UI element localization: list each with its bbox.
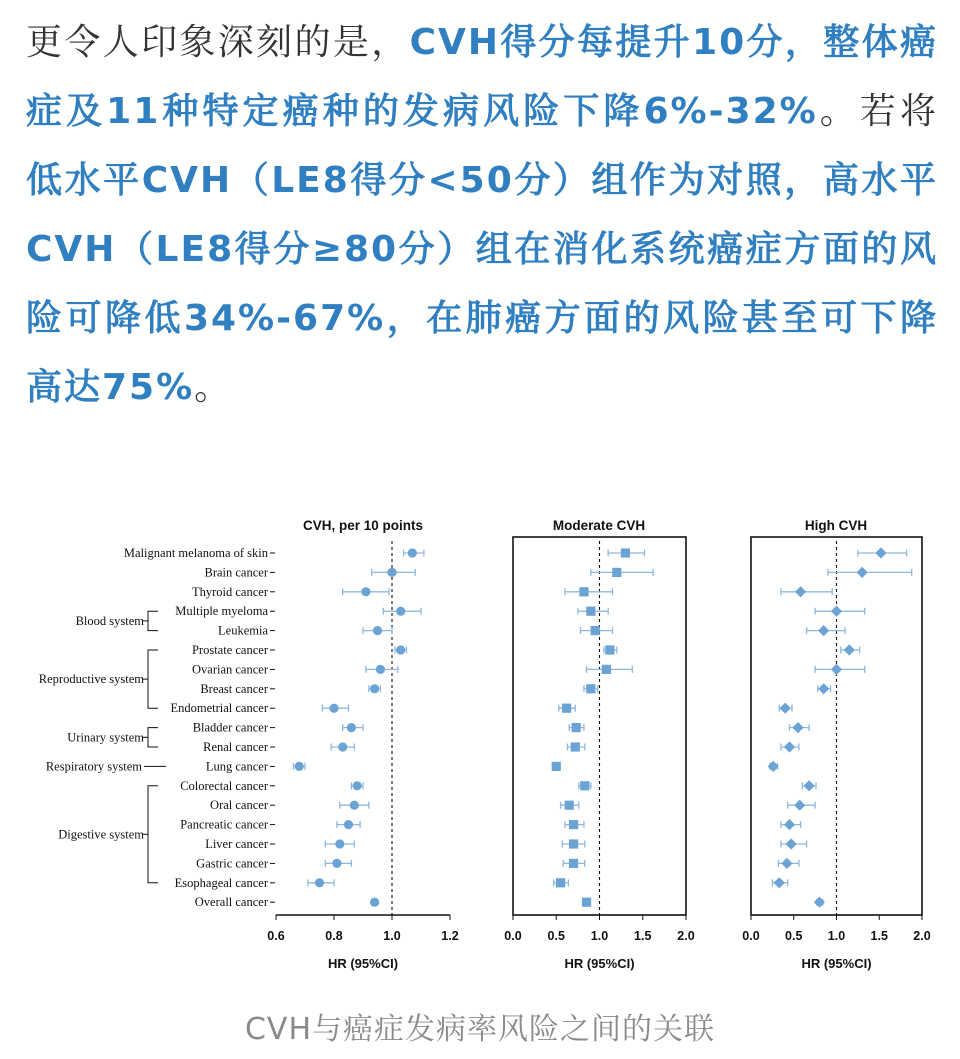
hr-point bbox=[569, 859, 578, 868]
hr-point bbox=[370, 684, 379, 693]
group-label: Blood system bbox=[75, 613, 144, 628]
group-label: Urinary system bbox=[67, 730, 144, 745]
category-label: Bladder cancer bbox=[192, 720, 268, 735]
x-tick-label: 1.2 bbox=[441, 929, 459, 943]
hr-point bbox=[347, 723, 356, 732]
hr-point bbox=[562, 704, 571, 713]
category-label: Pancreatic cancer bbox=[180, 817, 268, 832]
x-tick-label: 0.0 bbox=[504, 929, 522, 943]
hr-point bbox=[774, 877, 785, 888]
hr-point bbox=[582, 898, 591, 907]
hr-point bbox=[295, 762, 304, 771]
x-tick-label: 1.5 bbox=[870, 929, 888, 943]
x-tick-label: 0.8 bbox=[325, 929, 343, 943]
x-tick-label: 1.5 bbox=[634, 929, 652, 943]
text-segment: 。 bbox=[194, 367, 233, 408]
hr-point bbox=[579, 587, 588, 596]
hr-point bbox=[370, 898, 379, 907]
text-segment: 更令人印象深刻的是， bbox=[26, 22, 410, 63]
group-label: Digestive system bbox=[58, 827, 144, 842]
x-tick-label: 2.0 bbox=[913, 929, 931, 943]
group-label: Reproductive system bbox=[38, 672, 144, 687]
panel-title: High CVH bbox=[804, 518, 868, 533]
category-label: Prostate cancer bbox=[191, 643, 268, 657]
category-label: Renal cancer bbox=[203, 740, 268, 754]
hr-point bbox=[591, 626, 600, 635]
category-label: Oral cancer bbox=[210, 798, 268, 813]
panel-title: Moderate CVH bbox=[552, 518, 646, 533]
hr-point bbox=[831, 664, 842, 675]
category-label: Leukemia bbox=[218, 623, 268, 638]
group-bracket bbox=[148, 611, 158, 630]
hr-point bbox=[556, 878, 565, 887]
group-bracket bbox=[148, 786, 158, 883]
x-tick-label: 1.0 bbox=[590, 929, 609, 943]
category-label: Thyroid cancer bbox=[191, 584, 268, 599]
hr-point bbox=[335, 839, 344, 848]
hr-point bbox=[605, 645, 614, 654]
hr-point bbox=[602, 665, 611, 674]
hr-point bbox=[565, 801, 574, 810]
x-tick-label: 1.0 bbox=[383, 929, 401, 943]
hr-point bbox=[353, 781, 362, 790]
category-label: Brain cancer bbox=[204, 565, 268, 580]
highlight-text-segment: 低水平CVH（LE8得分<50分）组作为对照，高水平CVH（LE8得分≥80分）组在消化系统癌症方面的风险可降低34%-67%，在肺癌方面的风险甚至可下降高达75% bbox=[26, 160, 938, 408]
x-tick-label: 0.6 bbox=[267, 929, 285, 943]
hr-point bbox=[580, 781, 589, 790]
hr-point bbox=[786, 838, 797, 849]
hr-point bbox=[552, 762, 561, 771]
figure-caption: CVH与癌症发病率风险之间的关联 bbox=[244, 1012, 716, 1047]
x-tick-label: 2.0 bbox=[677, 929, 695, 943]
hr-point bbox=[373, 626, 382, 635]
hr-point bbox=[586, 684, 595, 693]
category-label: Gastric cancer bbox=[196, 856, 268, 871]
hr-point bbox=[804, 780, 815, 791]
hr-point bbox=[572, 723, 581, 732]
hr-point bbox=[387, 568, 396, 577]
group-bracket bbox=[148, 650, 158, 708]
hr-point bbox=[569, 820, 578, 829]
text-segment: 。若将 bbox=[817, 91, 938, 132]
hr-point bbox=[344, 820, 353, 829]
category-label: Overall cancer bbox=[194, 895, 268, 910]
hr-point bbox=[612, 568, 621, 577]
hr-point bbox=[586, 607, 595, 616]
panel-title: CVH, per 10 points bbox=[302, 518, 424, 533]
x-tick-label: 1.0 bbox=[827, 929, 846, 943]
category-label: Endometrial cancer bbox=[170, 701, 268, 716]
hr-point bbox=[781, 858, 792, 869]
hr-point bbox=[875, 547, 886, 558]
hr-point bbox=[831, 606, 842, 617]
hr-point bbox=[795, 586, 806, 597]
x-tick-label: 0.0 bbox=[742, 929, 760, 943]
hr-point bbox=[792, 722, 803, 733]
hr-point bbox=[818, 625, 829, 636]
hr-point bbox=[396, 607, 405, 616]
category-label: Ovarian cancer bbox=[192, 662, 268, 677]
hr-point bbox=[315, 878, 324, 887]
hr-point bbox=[350, 801, 359, 810]
hr-point bbox=[361, 587, 370, 596]
hr-point bbox=[857, 567, 868, 578]
hr-point bbox=[569, 839, 578, 848]
hr-point bbox=[571, 742, 580, 751]
article-paragraph bbox=[26, 8, 938, 422]
x-axis-label: HR (95%CI) bbox=[564, 956, 635, 971]
category-label: Multiple myeloma bbox=[175, 604, 268, 619]
group-label: Respiratory system bbox=[45, 759, 142, 774]
hr-point bbox=[376, 665, 385, 674]
panel-frame bbox=[751, 537, 922, 915]
hr-point bbox=[784, 819, 795, 830]
highlight-text-segment: CVH得分每提升10分，整体癌症及11种特定癌种的发病风险下降6%-32% bbox=[26, 22, 938, 132]
hr-point bbox=[621, 548, 630, 557]
x-axis-label: HR (95%CI) bbox=[327, 956, 399, 971]
group-bracket bbox=[148, 728, 158, 747]
hr-point bbox=[784, 741, 795, 752]
category-label: Breast cancer bbox=[200, 681, 268, 696]
hr-point bbox=[332, 859, 341, 868]
hr-point bbox=[780, 703, 791, 714]
category-label: Liver cancer bbox=[205, 837, 268, 851]
hr-point bbox=[396, 645, 405, 654]
hr-point bbox=[329, 704, 338, 713]
hr-point bbox=[818, 683, 829, 694]
hr-point bbox=[338, 742, 347, 751]
hr-point bbox=[844, 644, 855, 655]
category-label: Colorectal cancer bbox=[180, 778, 268, 793]
hr-point bbox=[794, 800, 805, 811]
x-axis-label: HR (95%CI) bbox=[801, 956, 872, 971]
category-label: Esophageal cancer bbox=[174, 875, 268, 890]
panel-frame bbox=[513, 537, 686, 915]
category-label: Lung cancer bbox=[205, 759, 268, 774]
hr-point bbox=[408, 548, 417, 557]
x-tick-label: 0.5 bbox=[547, 929, 565, 943]
x-tick-label: 0.5 bbox=[785, 929, 803, 943]
forest-plot-figure bbox=[0, 505, 960, 985]
hr-point bbox=[768, 761, 779, 772]
category-label: Malignant melanoma of skin bbox=[123, 546, 268, 560]
hr-point bbox=[814, 897, 825, 908]
